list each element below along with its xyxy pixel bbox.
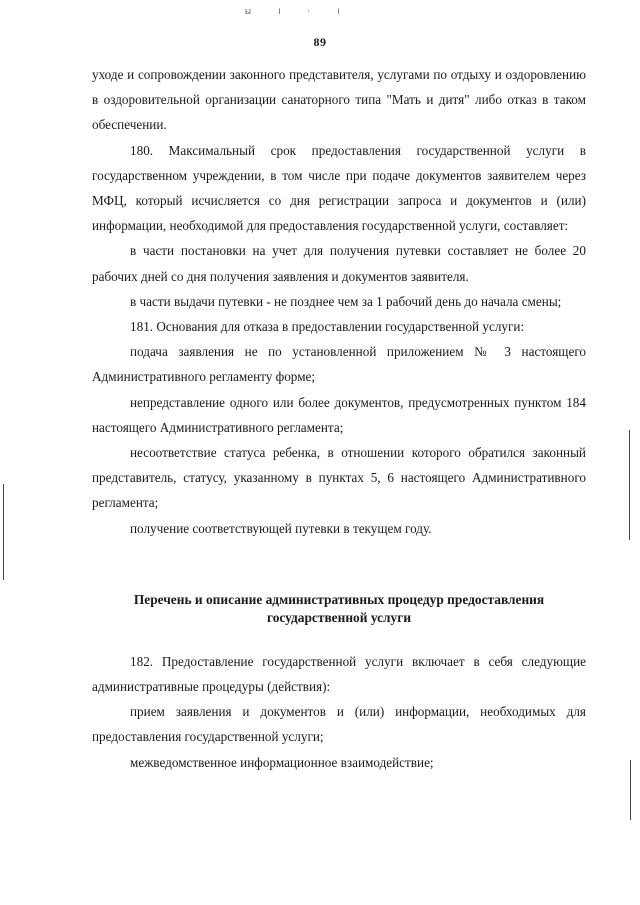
left-margin-line [3,484,4,580]
right-margin-line [629,430,630,540]
paragraph-180: 180. Максимальный срок предоставления государственной услуги в государственном учреждении, в том числе при подаче документов заявителем через МФЦ, который исчисляется со дня регистрации запроса и документов и (или) информации, необходимой для предоставления государственной услуги, составляет: [92,142,586,234]
paragraph-182: 182. Предоставление государственной услуги включает в себя следующие административные процедуры (действия): [92,653,586,695]
right-margin-line-lower [630,760,631,820]
spacer [92,541,586,591]
paragraph-181-b: непредставление одного или более документов, предусмотренных пунктом 184 настоящего Административного регламента; [92,394,586,435]
paragraph-intro: уходе и сопровождении законного представителя, услугами по отдыху и оздоровлению в оздоровительной организации санаторного типа "Мать и дитя" либо отказ в таком обеспечении. [92,67,586,133]
spacer [92,627,586,649]
paragraph-182-b: межведомственное информационное взаимодействие; [130,754,434,770]
paragraph-181-a: подача заявления не по установленной приложением № 3 настоящего Административного регламенту форме; [92,344,586,385]
scan-marks: ы । · । [245,6,352,16]
paragraph-181-d: получение соответствующей путевки в текущем году. [130,520,432,536]
document-body [92,62,586,775]
paragraph-181: 181. Основания для отказа в предоставлении государственной услуги: [130,319,525,335]
paragraph-182-a: прием заявления и документов и (или) информации, необходимых для предоставления государственной услуги; [92,704,586,745]
page-number: 89 [313,35,327,49]
paragraph-180-a: в части постановки на учет для получения путевки составляет не более 20 рабочих дней со дня получения заявления и документов заявителя. [92,243,586,284]
paragraph-180-b: в части выдачи путевки - не позднее чем за 1 рабочий день до начала смены; [130,293,562,309]
section-heading: Перечень и описание административных процедур предоставления государственной услуги [133,591,545,625]
paragraph-181-c: несоответствие статуса ребенка, в отношении которого обратился законный представитель, статусу, указанному в пунктах 5, 6 настоящего Административного регламента; [92,445,586,511]
